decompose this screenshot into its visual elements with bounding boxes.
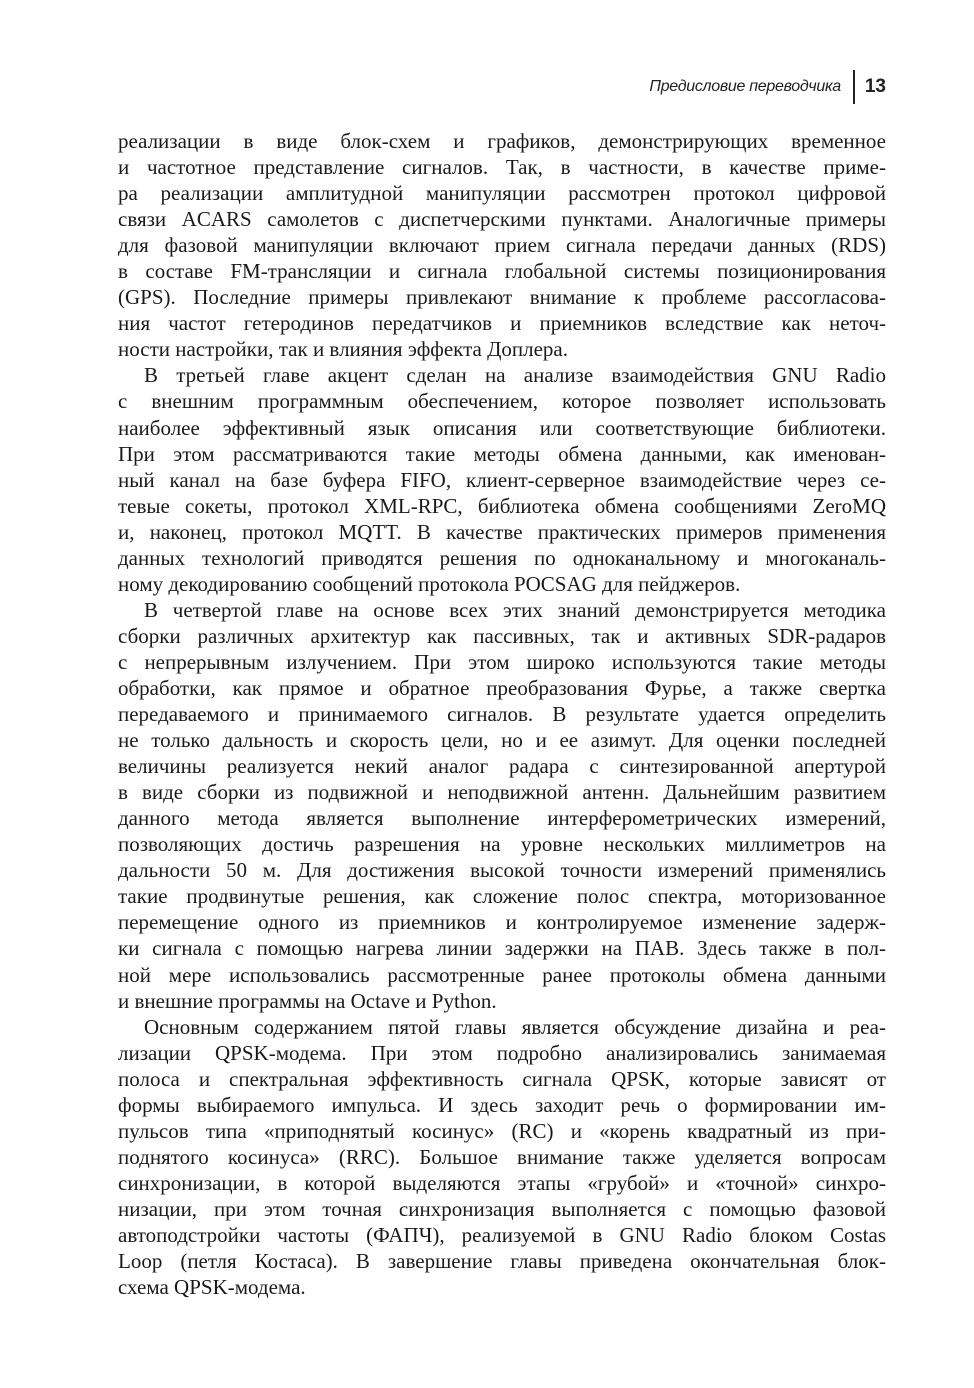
text-line: В четвертой главе на основе всех этих знаний демонстрируется методика xyxy=(144,597,886,622)
text-line: с внешним программным обеспечением, которое позволяет использовать xyxy=(118,389,886,414)
text-line: ный канал на базе буфера FIFO, клиент-серверное взаимодействие через се- xyxy=(118,467,886,492)
text-line: В третьей главе акцент сделан на анализе взаимодействия GNU Radio xyxy=(144,363,886,388)
body-text xyxy=(118,128,886,1300)
text-line: и, наконец, протокол MQTT. В качестве практических примеров применения xyxy=(118,519,886,544)
running-head xyxy=(649,70,886,104)
text-line: ности настройки, так и влияния эффекта Доплера. xyxy=(118,337,569,362)
text-line: автоподстройки частоты (ФАПЧ), реализуемой в GNU Radio блоком Costas xyxy=(118,1222,886,1247)
text-line: поднятого косинуса» (RRC). Большое внимание также уделяется вопросам xyxy=(118,1144,886,1169)
text-line: связи ACARS самолетов с диспетчерскими пунктами. Аналогичные примеры xyxy=(118,207,886,232)
text-line: синхронизации, в которой выделяются этапы «грубой» и «точной» синхро- xyxy=(118,1170,886,1195)
section-title: Предисловие переводчика xyxy=(649,78,841,95)
text-line: формы выбираемого импульса. И здесь заходит речь о формировании им- xyxy=(118,1092,886,1117)
text-line: полоса и спектральная эффективность сигнала QPSK, которые зависят от xyxy=(118,1066,886,1091)
text-line: Loop (петля Костаса). В завершение главы приведена окончательная блок- xyxy=(118,1249,886,1274)
text-line: пульсов типа «приподнятый косинус» (RC) и «корень квадратный из при- xyxy=(118,1118,886,1143)
text-line: (GPS). Последние примеры привлекают внимание к проблеме рассогласова- xyxy=(118,285,886,310)
text-line: лизации QPSK-модема. При этом подробно анализировались занимаемая xyxy=(118,1040,886,1065)
text-line: с непрерывным излучением. При этом широко используются такие методы xyxy=(118,649,886,674)
text-line: тевые сокеты, протокол XML-RPC, библиотека обмена сообщениями ZeroMQ xyxy=(118,493,886,518)
text-line: низации, при этом точная синхронизация выполняется с помощью фазовой xyxy=(118,1196,886,1221)
text-line: данных технологий приводятся решения по одноканальному и многоканаль- xyxy=(118,545,886,570)
text-line: обработки, как прямое и обратное преобразования Фурье, а также свертка xyxy=(118,675,886,700)
text-line: При этом рассматриваются такие методы обмена данными, как именован- xyxy=(118,441,886,466)
text-line: в составе FM-трансляции и сигнала глобальной системы позиционирования xyxy=(118,259,886,284)
paragraph xyxy=(118,1014,886,1301)
text-line: позволяющих достичь разрешения на уровне нескольких миллиметров на xyxy=(118,832,886,857)
paragraph xyxy=(118,128,886,362)
text-line: Основным содержанием пятой главы является обсуждение дизайна и реа- xyxy=(144,1014,886,1039)
text-line: ра реализации амплитудной манипуляции рассмотрен протокол цифровой xyxy=(118,181,886,206)
text-line: сборки различных архитектур как пассивных, так и активных SDR-радаров xyxy=(118,623,886,648)
text-line: не только дальность и скорость цели, но и ее азимут. Для оценки последней xyxy=(118,728,886,753)
text-line: перемещение одного из приемников и контролируемое изменение задерж- xyxy=(118,910,886,935)
text-line: для фазовой манипуляции включают прием сигнала передачи данных (RDS) xyxy=(118,233,886,258)
paragraph xyxy=(118,362,886,596)
text-line: в виде сборки из подвижной и неподвижной антенн. Дальнейшим развитием xyxy=(118,780,886,805)
text-line: наиболее эффективный язык описания или соответствующие библиотеки. xyxy=(118,415,886,440)
text-line: передаваемого и принимаемого сигналов. В результате удается определить xyxy=(118,702,886,727)
page-number: 13 xyxy=(864,76,886,97)
text-line: и частотное представление сигналов. Так, в частности, в качестве приме- xyxy=(118,155,886,180)
text-line: ки сигнала с помощью нагрева линии задержки на ПАВ. Здесь также в пол- xyxy=(118,936,886,961)
text-line: схема QPSK-модема. xyxy=(118,1275,306,1300)
text-line: ному декодированию сообщений протокола POCSAG для пейджеров. xyxy=(118,571,741,596)
text-line: и внешние программы на Octave и Python. xyxy=(118,988,497,1013)
paragraph xyxy=(118,597,886,1014)
text-line: ния частот гетеродинов передатчиков и приемников вследствие как неточ- xyxy=(118,311,886,336)
header-divider xyxy=(853,70,855,104)
text-line: такие продвинутые решения, как сложение полос спектра, моторизованное xyxy=(118,884,886,909)
text-line: величины реализуется некий аналог радара с синтезированной апертурой xyxy=(118,754,886,779)
text-line: данного метода является выполнение интерферометрических измерений, xyxy=(118,806,886,831)
text-line: дальности 50 м. Для достижения высокой точности измерений применялись xyxy=(118,858,886,883)
text-line: реализации в виде блок-схем и графиков, демонстрирующих временное xyxy=(118,129,886,153)
text-line: ной мере использовались рассмотренные ранее протоколы обмена данными xyxy=(118,962,886,987)
